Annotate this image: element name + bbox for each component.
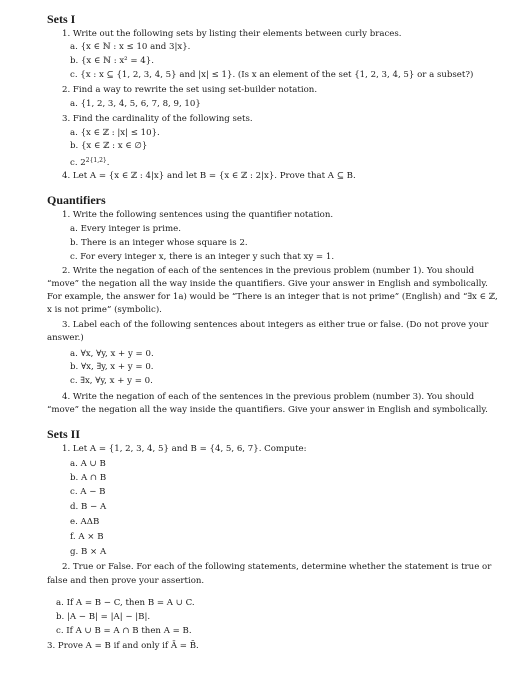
sets2-problem-1: 1. Let A = {1, 2, 3, 4, 5} and B = {4, 5, 6, 7}. Compute: xyxy=(62,444,307,454)
quantifiers-problem-1b: b. There is an integer whose square is 2. xyxy=(70,238,248,248)
problem-4: 4. Let A = {x ∈ ℤ : 4|x} and let B = {x ∈ ℤ : 2|x}. Prove that A ⊆ B. xyxy=(62,171,356,181)
problem-1c: c. {x : x ⊆ {1, 2, 3, 4, 5} and |x| ≤ 1}. (Is x an element of the set {1, 2, 3, 4, 5} or a subset?) xyxy=(70,70,474,80)
problem-2: 2. Find a way to rewrite the set using set-builder notation. xyxy=(62,85,318,95)
sets2-problem-1g: g. B × A xyxy=(70,547,107,557)
problem-1a: a. {x ∈ ℕ : x ≤ 10 and 3|x}. xyxy=(70,42,191,52)
quantifiers-problem-1a: a. Every integer is prime. xyxy=(70,224,181,234)
quantifiers-problem-1: 1. Write the following sentences using the quantifier notation. xyxy=(62,210,334,220)
problem-1b: b. {x ∈ ℕ : x² = 4}. xyxy=(70,56,154,66)
sets2-problem-2a: a. If A = B − C, then B = A ∪ C. xyxy=(56,598,195,608)
sets2-problem-2c: c. If A ∪ B = A ∩ B then A = B. xyxy=(56,626,192,636)
problem-3c-exponent: 2{1,2} xyxy=(85,157,107,164)
problem-3c xyxy=(70,155,109,169)
problem-3c-period: . xyxy=(106,158,110,168)
quantifiers-problem-2-line-4: x is not prime” (symbolic). xyxy=(47,305,162,315)
quantifiers-problem-3-line-1: 3. Label each of the following sentences about integers as either true or false. (Do not prove your xyxy=(62,320,489,330)
section-heading-sets-1: Sets I xyxy=(47,12,76,26)
quantifiers-problem-3c: c. ∃x, ∀y, x + y = 0. xyxy=(70,376,153,386)
sets2-problem-1c: c. A − B xyxy=(70,487,106,497)
problem-3: 3. Find the cardinality of the following sets. xyxy=(62,114,253,124)
problem-3b: b. {x ∈ ℤ : x ∈ ∅} xyxy=(70,141,148,151)
sets2-problem-1e: e. AΔB xyxy=(70,517,100,527)
sets2-problem-2-line-2: false and then prove your assertion. xyxy=(47,576,205,586)
sets2-problem-1d: d. B − A xyxy=(70,502,107,512)
sets2-problem-3: 3. Prove A = B if and only if Ā = B̄. xyxy=(47,641,199,651)
quantifiers-problem-3-line-2: answer.) xyxy=(47,333,84,343)
quantifiers-problem-3b: b. ∀x, ∃y, x + y = 0. xyxy=(70,362,154,372)
quantifiers-problem-2-line-3: For example, the answer for 1a) would be “There is an integer that is not prime” (English) and “∃x ∈ ℤ, xyxy=(47,292,498,302)
sets2-problem-1b: b. A ∩ B xyxy=(70,473,107,483)
problem-3c-base: c. 2 xyxy=(70,158,86,168)
sets2-problem-1f: f. A × B xyxy=(70,532,104,542)
problem-1: 1. Write out the following sets by listing their elements between curly braces. xyxy=(62,29,402,39)
quantifiers-problem-3a: a. ∀x, ∀y, x + y = 0. xyxy=(70,349,154,359)
sets2-problem-2b: b. |A − B| = |A| − |B|. xyxy=(56,612,151,622)
section-heading-sets-2: Sets II xyxy=(47,427,81,441)
problem-3a: a. {x ∈ ℤ : |x| ≤ 10}. xyxy=(70,128,160,138)
quantifiers-problem-2-line-2: “move” the negation all the way inside the quantifiers. Give your answer in English and symbolically. xyxy=(47,279,488,289)
problem-2a: a. {1, 2, 3, 4, 5, 6, 7, 8, 9, 10} xyxy=(70,99,201,109)
quantifiers-problem-4-line-1: 4. Write the negation of each of the sentences in the previous problem (number 3). You should xyxy=(62,392,475,402)
sets2-problem-1a: a. A ∪ B xyxy=(70,459,106,469)
quantifiers-problem-2-line-1: 2. Write the negation of each of the sentences in the previous problem (number 1). You should xyxy=(62,266,475,276)
quantifiers-problem-1c: c. For every integer x, there is an integer y such that xy = 1. xyxy=(70,252,335,262)
quantifiers-problem-4-line-2: “move” the negation all the way inside the quantifiers. Give your answer in English and symbolically. xyxy=(47,405,488,415)
sets2-problem-2-line-1: 2. True or False. For each of the following statements, determine whether the statement is true or xyxy=(62,562,492,572)
section-heading-quantifiers: Quantifiers xyxy=(47,193,106,207)
